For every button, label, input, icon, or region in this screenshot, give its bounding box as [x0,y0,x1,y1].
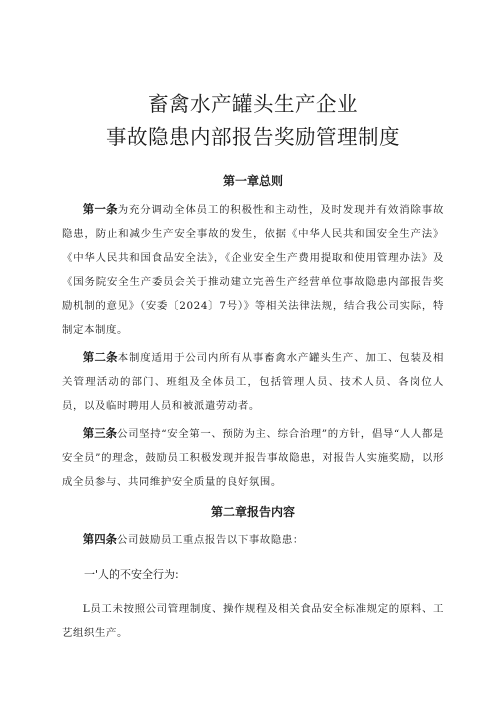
article-4 [62,527,444,552]
subheading-unsafe-behavior: 一'人的不安全行为: [84,568,179,581]
article-3-label: 第三条 [82,426,118,440]
document-title-line1: 畜禽水产罐头生产企业 [148,92,358,116]
article-2-label: 第二条 [82,350,118,364]
document-title-line2: 事故隐患内部报告奖励管理制度 [106,124,400,149]
article-4-text: 公司鼓励员工重点报告以下事故隐患： [116,534,304,546]
chapter-heading-1: 第一章总则 [222,174,283,188]
article-1 [62,197,444,342]
chapter-heading-2: 第二章报告内容 [210,505,295,519]
article-3-text: 公司坚持“安全第一、预防为主、综合治理”的方针，倡导“人人都是安全员”的理念，鼓励员工积极发现并报告事故隐患，对报告人实施奖励，以形成全员参与、共同维护安全质量的良好氛围。 [62,428,444,488]
article-2-text: 本制度适用于公司内所有从事畜禽水产罐头生产、加工、包装及相关管理活动的部门、班组及全体员工，包括管理人员、技术人员、各岗位人员，以及临时聘用人员和被派遣劳动者。 [62,352,444,412]
article-1-label: 第一条 [82,202,118,216]
article-2 [62,345,444,418]
article-1-text: 为充分调动全体员工的积极性和主动性，及时发现并有效消除事故隐患，防止和减少生产安全事故的发生，依据《中华人民共和国安全生产法》《中华人民共和国食品安全法》，《企业安全生产费用提取和使用管理办法》及《国务院安全生产委员会关于推动建立完善生产经营单位事故隐患内部报告奖励机制的意见》（安委〔2024〕7号）》等相关法律法规，结合我公司实际，特制定本制度。 [62,204,444,336]
list-item-1: L员工未按照公司管理制度、操作规程及相关食品安全标准规定的原料、工艺组织生产。 [62,603,444,639]
article-4-label: 第四条 [82,532,117,546]
article-3 [62,421,444,494]
